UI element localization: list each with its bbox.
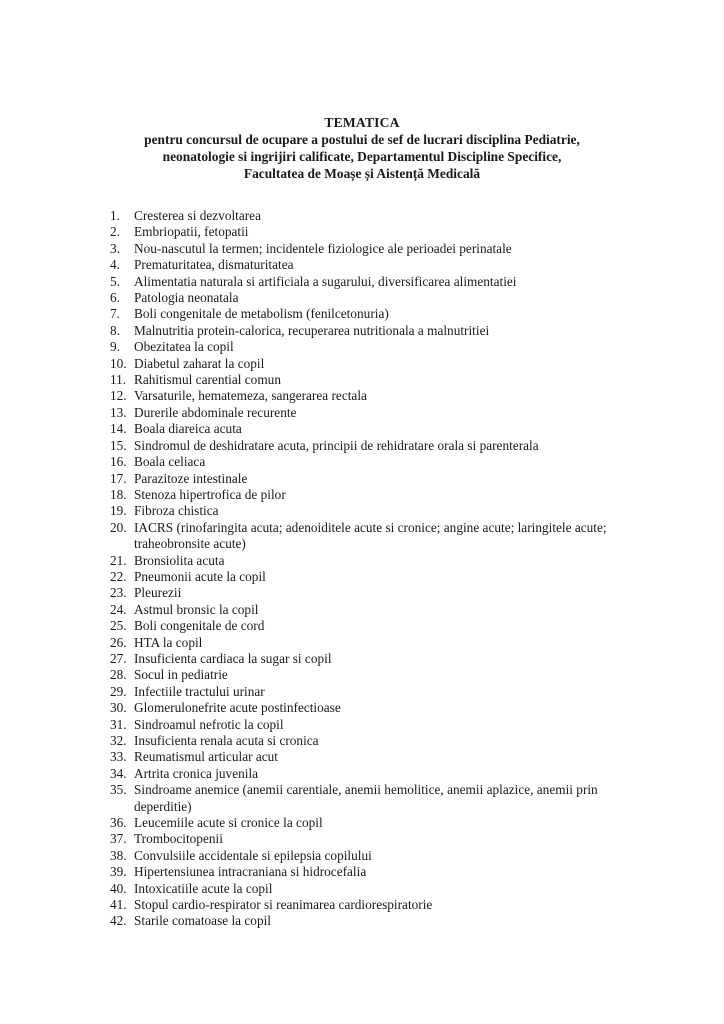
list-item-text: Prematuritatea, dismaturitatea — [134, 257, 294, 273]
list-item-number: 9. — [110, 339, 120, 355]
list-item — [110, 667, 630, 683]
list-item-text: Socul in pediatrie — [134, 667, 228, 683]
list-item-text: Boala diareica acuta — [134, 421, 242, 437]
list-item-text: Pneumonii acute la copil — [134, 568, 266, 584]
list-item — [110, 471, 630, 487]
list-item-number: 11. — [110, 372, 127, 388]
list-item-number: 24. — [110, 601, 127, 617]
list-item-text: Astmul bronsic la copil — [134, 601, 259, 617]
topics-list — [110, 208, 630, 930]
list-item-number: 21. — [110, 552, 127, 568]
list-item-text: Malnutritia protein-calorica, recuperarea nutritionala a malnutritiei — [134, 322, 490, 338]
list-item — [110, 306, 630, 322]
list-item-text: Patologia neonatala — [134, 290, 239, 306]
list-item — [110, 618, 630, 634]
list-item-text: Convulsiile accidentale si epilepsia copilului — [134, 847, 372, 863]
list-item-text: Fibroza chistica — [134, 503, 219, 519]
list-item — [110, 913, 630, 929]
list-item-text: Insuficienta cardiaca la sugar si copil — [134, 650, 332, 666]
list-item — [110, 503, 630, 519]
list-item-number: 4. — [110, 257, 120, 273]
list-item-text: HTA la copil — [134, 634, 203, 650]
list-item-text: Trombocitopenii — [134, 831, 223, 847]
list-item — [110, 438, 630, 454]
list-item — [110, 569, 630, 585]
list-item — [110, 585, 630, 601]
list-item — [110, 815, 630, 831]
list-item-text: Stenoza hipertrofica de pilor — [134, 486, 286, 502]
list-item — [110, 257, 630, 273]
list-item-number: 6. — [110, 290, 120, 306]
subtitle-line-2: neonatologie si ingrijiri calificate, Departamentul Discipline Specifice, — [162, 149, 562, 164]
list-item-number: 3. — [110, 240, 120, 256]
list-item-text: Intoxicatiile acute la copil — [134, 880, 273, 896]
list-item-number: 20. — [110, 519, 127, 535]
list-item-text: Embriopatii, fetopatii — [134, 224, 249, 240]
list-item — [110, 274, 630, 290]
list-item-text: Boli congenitale de cord — [134, 618, 265, 634]
list-item — [110, 553, 630, 569]
list-item — [110, 717, 630, 733]
list-item — [110, 651, 630, 667]
list-item — [110, 339, 630, 355]
list-item — [110, 388, 630, 404]
list-item-number: 5. — [110, 273, 120, 289]
list-item — [110, 405, 630, 421]
list-item-text: Durerile abdominale recurente — [134, 404, 297, 420]
list-item-text: Boli congenitale de metabolism (fenilcetonuria) — [134, 306, 389, 322]
list-item — [110, 684, 630, 700]
list-item-text: Insuficienta renala acuta si cronica — [134, 733, 319, 748]
list-item-text: Alimentatia naturala si artificiala a sugarului, diversificarea alimentatiei — [134, 273, 517, 289]
list-item-number: 10. — [110, 355, 127, 371]
list-item-number: 38. — [110, 847, 127, 863]
list-item-text: IACRS (rinofaringita acuta; adenoiditele acute si cronice; angine acute; laringitele acute; traheobronsite acute) — [134, 519, 607, 552]
list-item-text: Varsaturile, hematemeza, sangerarea rectala — [134, 388, 367, 404]
list-item — [110, 520, 630, 553]
list-item-number: 23. — [110, 585, 127, 601]
list-item-number: 1. — [110, 208, 120, 223]
list-item — [110, 372, 630, 388]
subtitle-line-1: pentru concursul de ocupare a postului de sef de lucrari disciplina Pediatrie, — [144, 132, 580, 147]
list-item — [110, 897, 630, 913]
list-item-number: 31. — [110, 716, 127, 732]
list-item — [110, 454, 630, 470]
subtitle-line-3: Facultatea de Moașe și Aistență Medicală — [243, 166, 481, 181]
list-item-number: 13. — [110, 404, 127, 420]
list-item-text: Pleurezii — [134, 585, 182, 601]
list-item-number: 7. — [110, 306, 120, 322]
list-item-text: Starile comatoase la copil — [134, 913, 271, 929]
list-item-text: Rahitismul carential comun — [134, 372, 281, 388]
list-item — [110, 241, 630, 257]
document-title: TEMATICA — [324, 115, 400, 130]
list-item-number: 28. — [110, 667, 127, 683]
list-item-number: 30. — [110, 700, 127, 716]
list-item-text: Hipertensiunea intracraniana si hidrocefalia — [134, 864, 367, 880]
list-item-text: Reumatismul articular acut — [134, 749, 278, 765]
list-item-number: 34. — [110, 765, 127, 781]
list-item-number: 26. — [110, 634, 127, 650]
list-item — [110, 487, 630, 503]
list-item — [110, 323, 630, 339]
list-item-text: Artrita cronica juvenila — [134, 765, 259, 781]
list-item-number: 33. — [110, 749, 127, 765]
list-item — [110, 831, 630, 847]
list-item-text: Nou-nascutul la termen; incidentele fiziologice ale perioadei perinatale — [134, 240, 512, 256]
list-item — [110, 749, 630, 765]
list-item — [110, 356, 630, 372]
list-item-number: 40. — [110, 880, 127, 896]
list-item-number: 16. — [110, 454, 127, 470]
list-item — [110, 700, 630, 716]
list-item-number: 39. — [110, 864, 127, 880]
list-item-number: 17. — [110, 470, 127, 486]
list-item-text: Sindroamul nefrotic la copil — [134, 716, 284, 732]
list-item-text: Sindroame anemice (anemii carentiale, anemii hemolitice, anemii aplazice, anemii prin deperditie) — [134, 782, 598, 814]
list-item-text: Sindromul de deshidratare acuta, principii de rehidratare orala si parenterala — [134, 437, 539, 453]
list-item-text: Diabetul zaharat la copil — [134, 355, 265, 371]
list-item-number: 15. — [110, 437, 127, 453]
list-item-text: Boala celiaca — [134, 454, 206, 470]
list-item-number: 41. — [110, 897, 127, 913]
list-item-number: 19. — [110, 503, 127, 519]
list-item — [110, 864, 630, 880]
list-item — [110, 782, 630, 815]
document-header — [100, 114, 624, 182]
list-item — [110, 290, 630, 306]
list-item-number: 42. — [110, 913, 127, 929]
list-item-number: 22. — [110, 568, 127, 584]
list-item — [110, 635, 630, 651]
list-item-text: Leucemiile acute si cronice la copil — [134, 815, 323, 831]
list-item — [110, 733, 630, 749]
list-item — [110, 881, 630, 897]
list-item-number: 14. — [110, 421, 127, 437]
list-item-number: 36. — [110, 815, 127, 831]
list-item-number: 32. — [110, 733, 127, 748]
list-item-number: 12. — [110, 388, 127, 404]
list-item — [110, 848, 630, 864]
list-item — [110, 224, 630, 240]
list-item-number: 25. — [110, 618, 127, 634]
list-item-text: Obezitatea la copil — [134, 339, 234, 355]
list-item — [110, 766, 630, 782]
list-item-number: 27. — [110, 650, 127, 666]
list-item-text: Stopul cardio-respirator si reanimarea cardiorespiratorie — [134, 897, 433, 913]
list-item-text: Infectiile tractului urinar — [134, 683, 265, 699]
list-item-number: 18. — [110, 486, 127, 502]
list-item-number: 29. — [110, 683, 127, 699]
list-item-text: Glomerulonefrite acute postinfectioase — [134, 700, 341, 716]
list-item-number: 35. — [110, 782, 127, 798]
list-item-number: 37. — [110, 831, 127, 847]
list-item — [110, 421, 630, 437]
list-item-number: 8. — [110, 322, 120, 338]
list-item-text: Parazitoze intestinale — [134, 470, 248, 486]
list-item-text: Bronsiolita acuta — [134, 552, 225, 568]
list-item-number: 2. — [110, 224, 120, 240]
list-item — [110, 602, 630, 618]
list-item — [110, 208, 630, 224]
list-item-text: Cresterea si dezvoltarea — [134, 208, 261, 223]
